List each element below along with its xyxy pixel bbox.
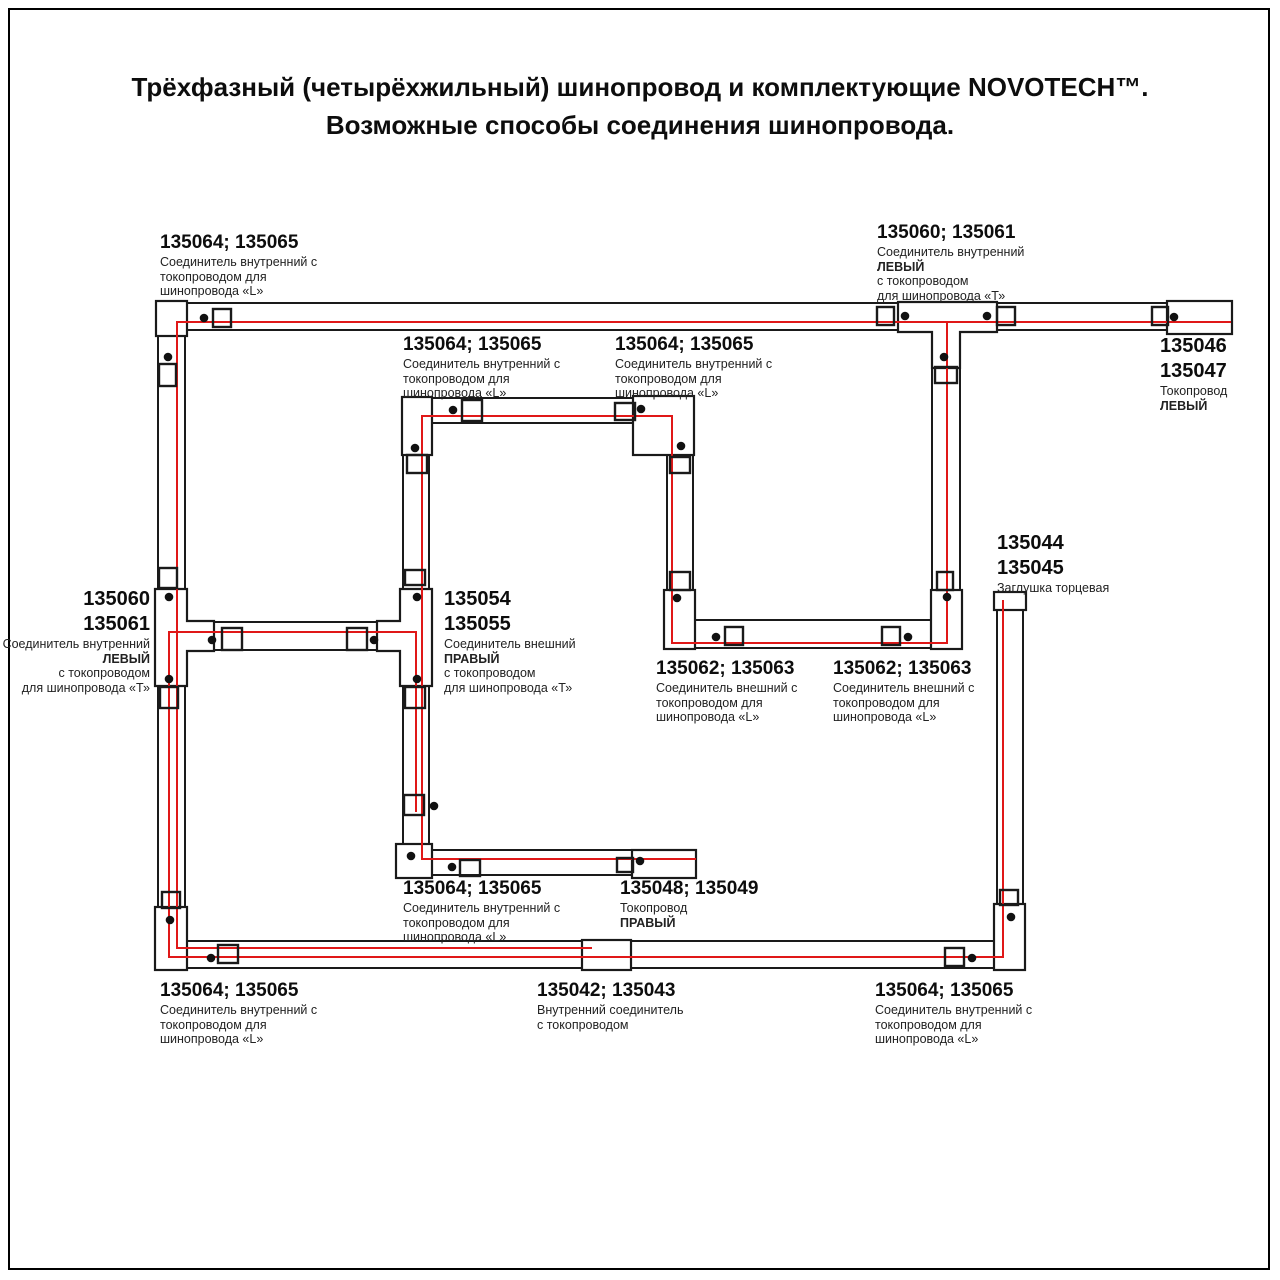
page-title-line1: Трёхфазный (четырёхжильный) шинопровод и комплектующие NOVOTECH™. — [131, 72, 1149, 102]
junction-dot — [636, 857, 645, 866]
junction-dot — [165, 675, 174, 684]
junction-dot — [448, 863, 457, 872]
page-title-line2: Возможные способы соединения шинопровода. — [325, 110, 955, 140]
corner-piece-inner-bottom-left — [396, 844, 432, 878]
junction-dot — [904, 633, 913, 642]
junction-dot — [208, 636, 217, 645]
junction-dot — [407, 852, 416, 861]
junction-dot — [983, 312, 992, 321]
label-t-connector-center: 135054 135055 Соединитель внешний ПРАВЫЙ с токопроводом для шинопровода «Т» — [444, 588, 576, 695]
label-connector-inner-bottom-right: 135064; 135065 Соединитель внутренний с токопроводом для шинопровода «L» — [875, 980, 1033, 1046]
label-feed-internal: 135042; 135043 Внутренний соединитель с токопроводом — [537, 980, 684, 1032]
junction-dot — [1170, 313, 1179, 322]
junction-dot — [411, 444, 420, 453]
label-connector-inner-mid-2: 135064; 135065 Соединитель внутренний с токопроводом для шинопровода «L» — [615, 334, 773, 400]
junction-dot — [166, 916, 175, 925]
label-connector-inner-bottom-left: 135064; 135065 Соединитель внутренний с токопроводом для шинопровода «L» — [160, 980, 318, 1046]
junction-dot — [673, 594, 682, 603]
junction-dot — [430, 802, 439, 811]
label-t-connector-top: 135060; 135061 Соединитель внутренний ЛЕВЫЙ с токопроводом для шинопровода «Т» — [877, 222, 1025, 303]
label-connector-inner-mid-1: 135064; 135065 Соединитель внутренний с токопроводом для шинопровода «L» — [403, 334, 561, 400]
junction-dot — [637, 405, 646, 414]
track-segment-top — [158, 303, 1232, 330]
junction-dot — [165, 593, 174, 602]
t-connector-left — [155, 589, 214, 686]
junction-dot — [677, 442, 686, 451]
label-connector-inner-top-left: 135064; 135065 Соединитель внутренний с токопроводом для шинопровода «L» — [160, 232, 318, 298]
junction-dot — [943, 593, 952, 602]
junction-dot — [413, 593, 422, 602]
label-feed-left: 135046 135047 Токопровод ЛЕВЫЙ — [1160, 335, 1228, 413]
junction-dot — [207, 954, 216, 963]
wire-branch-loop — [169, 600, 1003, 957]
junction-dot — [413, 675, 422, 684]
junction-dot — [901, 312, 910, 321]
label-connector-outer-2: 135062; 135063 Соединитель внешний с токопроводом для шинопровода «L» — [833, 658, 975, 724]
label-connector-inner-bottom-mid: 135064; 135065 Соединитель внутренний с токопроводом для шинопровода «L» — [403, 878, 561, 944]
corner-piece-top-left — [156, 301, 187, 336]
label-connector-outer-1: 135062; 135063 Соединитель внешний с токопроводом для шинопровода «L» — [656, 658, 798, 724]
junction-dot — [1007, 913, 1016, 922]
t-connector-center — [377, 589, 432, 686]
junction-dot — [712, 633, 721, 642]
junction-dot — [449, 406, 458, 415]
junction-dot — [968, 954, 977, 963]
feed-piece-bottom — [582, 940, 631, 970]
junction-dot — [164, 353, 173, 362]
junction-dot — [200, 314, 209, 323]
label-t-connector-left: 135060 135061 Соединитель внутренний ЛЕВЫЙ с токопроводом для шинопровода «Т» — [2, 588, 150, 695]
label-feed-right: 135048; 135049 Токопровод ПРАВЫЙ — [620, 878, 759, 930]
label-end-cap: 135044 135045 Заглушка торцевая — [997, 532, 1110, 595]
junction-dot — [370, 636, 379, 645]
junction-dot — [940, 353, 949, 362]
